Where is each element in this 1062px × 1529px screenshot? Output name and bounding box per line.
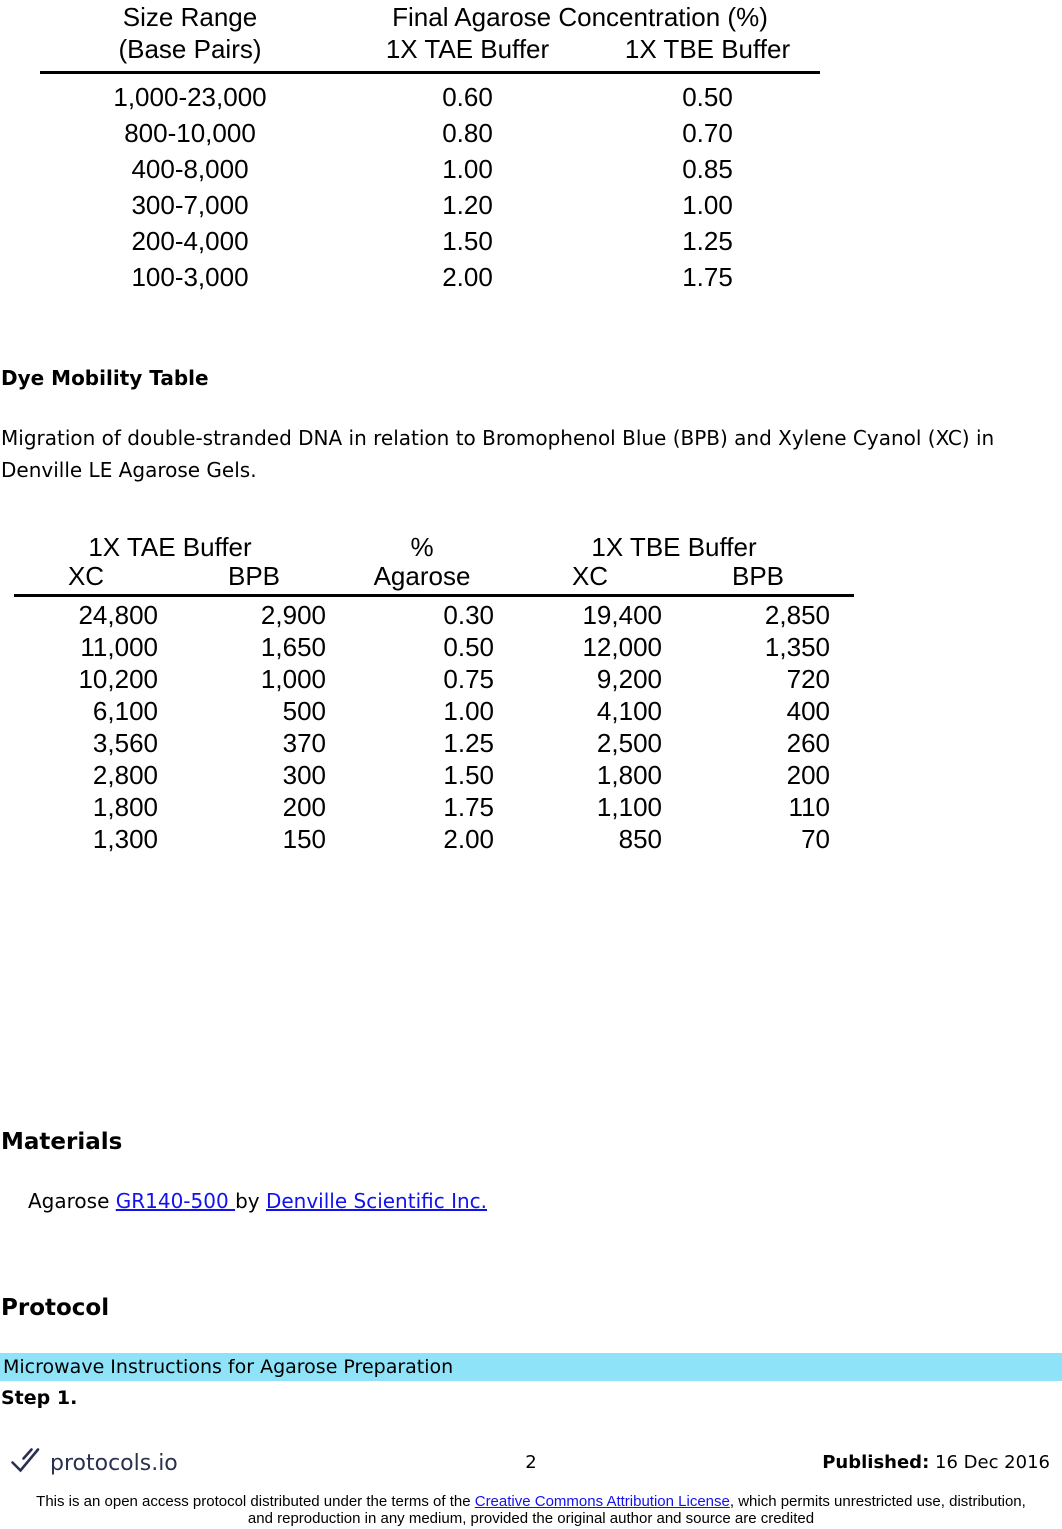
- header-bpb-tbe: BPB: [731, 561, 785, 591]
- table-cell: 9,200: [596, 664, 662, 694]
- creative-commons-link[interactable]: Creative Commons Attribution License: [474, 1493, 730, 1510]
- table-cell: 720: [786, 664, 830, 694]
- table-cell: 1.75: [443, 792, 494, 822]
- header-xc-tbe: XC: [571, 561, 609, 591]
- materials-item-by: by: [235, 1189, 266, 1213]
- table-cell: 1.50: [442, 226, 493, 256]
- table-cell: 1,350: [764, 632, 830, 662]
- table-subheader-row: [40, 34, 820, 64]
- table-cell: 400-8,000: [131, 154, 249, 184]
- dye-mobility-table: [14, 532, 854, 855]
- table-row: [40, 187, 820, 223]
- table-cell: 800-10,000: [124, 118, 256, 148]
- table-cell: 1,800: [596, 760, 662, 790]
- table-cell: 1.00: [443, 696, 494, 726]
- table-rule: [14, 594, 854, 597]
- table-body: [14, 599, 854, 855]
- table-cell: 2.00: [442, 262, 493, 292]
- license-text: , which permits unrestricted use, distribution,: [729, 1493, 1026, 1510]
- table-cell: 0.70: [682, 118, 733, 148]
- table-cell: 850: [618, 824, 662, 854]
- table-cell: 0.50: [443, 632, 494, 662]
- table-cell: 0.75: [443, 664, 494, 694]
- table-cell: 0.50: [682, 82, 733, 112]
- table-body: [40, 79, 820, 295]
- table-cell: 110: [788, 792, 830, 822]
- protocol-section-title: Microwave Instructions for Agarose Preparation: [0, 1353, 1062, 1381]
- table-cell: 1.25: [682, 226, 733, 256]
- table-cell: 24,800: [78, 600, 158, 630]
- table-cell: 300-7,000: [131, 190, 249, 220]
- license-text-line1: [0, 1493, 1062, 1510]
- table-cell: 1,000: [260, 664, 326, 694]
- table-cell: 4,100: [596, 696, 662, 726]
- table-cell: 200: [786, 760, 830, 790]
- table-row: [14, 759, 854, 791]
- table-row: [14, 727, 854, 759]
- table-cell: 0.80: [442, 118, 493, 148]
- header-percent: %: [410, 532, 434, 562]
- brand-name: protocols.io: [50, 1451, 178, 1476]
- license-text: This is an open access protocol distributed under the terms of the: [36, 1493, 475, 1510]
- table-row: [14, 791, 854, 823]
- header-tbe-buffer: 1X TBE Buffer: [624, 34, 791, 64]
- table-cell: 1.50: [443, 760, 494, 790]
- materials-heading: Materials: [1, 1129, 123, 1155]
- table-cell: 300: [282, 760, 326, 790]
- table-row: [40, 79, 820, 115]
- header-xc-tae: XC: [67, 561, 105, 591]
- table-cell: 1,100: [596, 792, 662, 822]
- table-row: [40, 259, 820, 295]
- table-row: [14, 631, 854, 663]
- table-cell: 1.00: [442, 154, 493, 184]
- agarose-concentration-table: [40, 2, 820, 295]
- table-cell: 1.25: [443, 728, 494, 758]
- table-cell: 19,400: [582, 600, 662, 630]
- table-cell: 3,560: [92, 728, 158, 758]
- protocol-heading: Protocol: [1, 1295, 110, 1321]
- header-final-concentration: Final Agarose Concentration (%): [392, 2, 768, 32]
- table-cell: 200-4,000: [131, 226, 249, 256]
- table-row: [14, 695, 854, 727]
- table-rule: [40, 71, 820, 74]
- table-cell: 400: [786, 696, 830, 726]
- table-subheader-row: [14, 562, 854, 590]
- materials-item-prefix: Agarose: [28, 1189, 116, 1213]
- table-row: [14, 663, 854, 695]
- table-cell: 2,800: [92, 760, 158, 790]
- header-size-range: Size Range: [122, 2, 258, 32]
- published-date: 16 Dec 2016: [929, 1452, 1050, 1473]
- table-cell: 2.00: [443, 824, 494, 854]
- header-agarose: Agarose: [373, 561, 471, 591]
- header-base-pairs: (Base Pairs): [118, 34, 262, 64]
- table-cell: 11,000: [80, 632, 158, 662]
- table-header-row: [40, 2, 820, 32]
- table-cell: 1.75: [682, 262, 733, 292]
- table-cell: 2,500: [596, 728, 662, 758]
- header-bpb-tae: BPB: [227, 561, 281, 591]
- table-cell: 12,000: [582, 632, 662, 662]
- license-text-line2: and reproduction in any medium, provided the original author and source are credited: [247, 1510, 815, 1527]
- table-cell: 0.30: [443, 600, 494, 630]
- published-label: Published:: [822, 1452, 930, 1473]
- vendor-link[interactable]: Denville Scientific Inc.: [265, 1189, 488, 1213]
- table-cell: 6,100: [92, 696, 158, 726]
- table-cell: 1,800: [92, 792, 158, 822]
- table-row: [40, 151, 820, 187]
- header-tbe-buffer: 1X TBE Buffer: [591, 532, 757, 562]
- table-cell: 0.60: [442, 82, 493, 112]
- table-cell: 2,900: [260, 600, 326, 630]
- table-cell: 70: [801, 824, 830, 854]
- product-link[interactable]: GR140-500: [115, 1189, 236, 1213]
- table-cell: 370: [282, 728, 326, 758]
- table-cell: 500: [282, 696, 326, 726]
- table-cell: 200: [282, 792, 326, 822]
- table-row: [14, 599, 854, 631]
- page-number: 2: [525, 1452, 537, 1473]
- table-cell: 100-3,000: [131, 262, 249, 292]
- dye-mobility-heading: Dye Mobility Table: [1, 366, 209, 390]
- dye-mobility-description: Migration of double-stranded DNA in relation to Bromophenol Blue (BPB) and Xylene Cyanol (XC) in Denville LE Agarose Gels.: [1, 426, 995, 482]
- table-row: [14, 823, 854, 855]
- header-tae-buffer: 1X TAE Buffer: [385, 34, 550, 64]
- materials-item: [28, 1189, 487, 1213]
- table-cell: 1.00: [682, 190, 733, 220]
- step-label: Step 1.: [1, 1387, 78, 1409]
- table-row: [40, 223, 820, 259]
- table-cell: 1,650: [260, 632, 326, 662]
- published-info: [822, 1452, 1050, 1473]
- table-cell: 10,200: [78, 664, 158, 694]
- table-cell: 150: [282, 824, 326, 854]
- table-cell: 260: [786, 728, 830, 758]
- table-row: [40, 115, 820, 151]
- table-cell: 1,000-23,000: [113, 82, 267, 112]
- table-cell: 2,850: [764, 600, 830, 630]
- table-cell: 1,300: [92, 824, 158, 854]
- header-tae-buffer: 1X TAE Buffer: [88, 532, 252, 562]
- table-cell: 0.85: [682, 154, 733, 184]
- table-cell: 1.20: [442, 190, 493, 220]
- table-group-header-row: [14, 532, 854, 562]
